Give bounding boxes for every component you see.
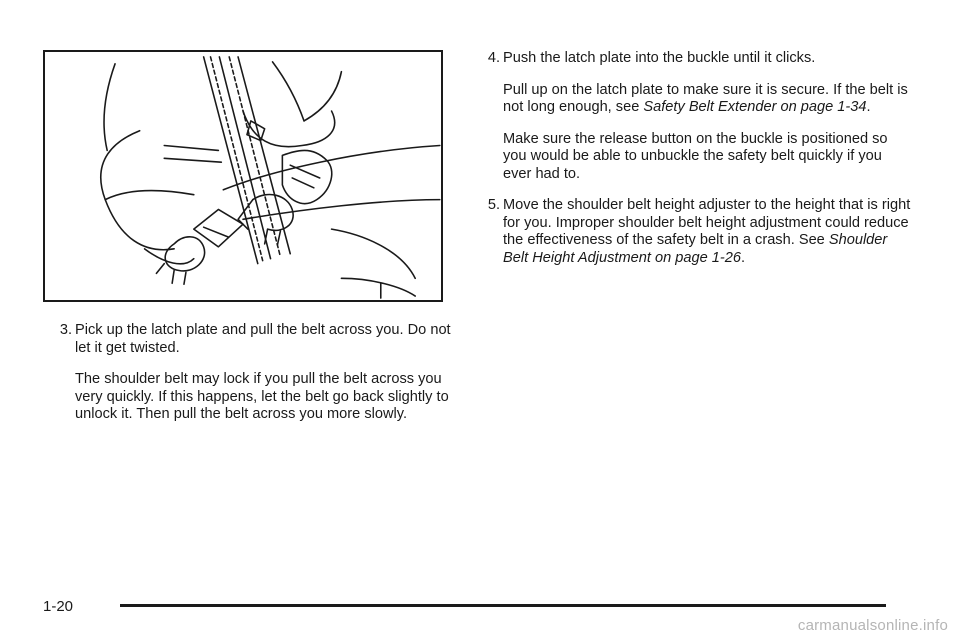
step-text: Pick up the latch plate and pull the belt across you. Do not let it get twisted. <box>75 322 451 356</box>
footer-rule <box>120 604 886 607</box>
step-5 <box>472 197 912 267</box>
step-number: 4. <box>487 50 500 66</box>
shoulder-belt-height-reference[interactable]: Shoulder Belt Height Adjustment on page 1-26 <box>503 232 888 266</box>
latch-secure-paragraph <box>503 82 912 117</box>
step-text-end: . <box>740 249 746 266</box>
release-button-paragraph: Make sure the release button on the buckle is positioned so you would be able to unbuckle the safety belt quickly if you ever had to. <box>503 130 888 182</box>
step-number: 5. <box>487 197 500 213</box>
left-column <box>44 322 464 424</box>
step-4 <box>472 50 912 68</box>
paragraph-text: Pull up on the latch plate to make sure it is secure. If the belt is not long enough, see <box>503 81 908 115</box>
step-3 <box>44 322 464 357</box>
page-number: 1-20 <box>43 598 74 615</box>
safety-belt-extender-reference[interactable]: Safety Belt Extender on page 1-34 <box>643 99 867 115</box>
right-column <box>472 50 912 281</box>
step-text-container <box>503 197 912 267</box>
paragraph-end: . <box>866 99 871 115</box>
step-text: Move the shoulder belt height adjuster to the height that is right for you. Improper shoulder belt height adjustment could reduce the effectiveness of the safety belt in a crash. See <box>503 197 911 248</box>
watermark: carmanualsonline.info <box>797 617 948 634</box>
belt-lock-paragraph: The shoulder belt may lock if you pull the belt across you very quickly. If this happens, let the belt go back slightly to unlock it. Then pull the belt across you more slowly. <box>75 371 449 422</box>
step-text: Push the latch plate into the buckle until it clicks. <box>503 50 816 66</box>
seatbelt-illustration <box>43 50 443 302</box>
seatbelt-drawing <box>45 52 441 300</box>
step-number: 3. <box>59 322 72 338</box>
